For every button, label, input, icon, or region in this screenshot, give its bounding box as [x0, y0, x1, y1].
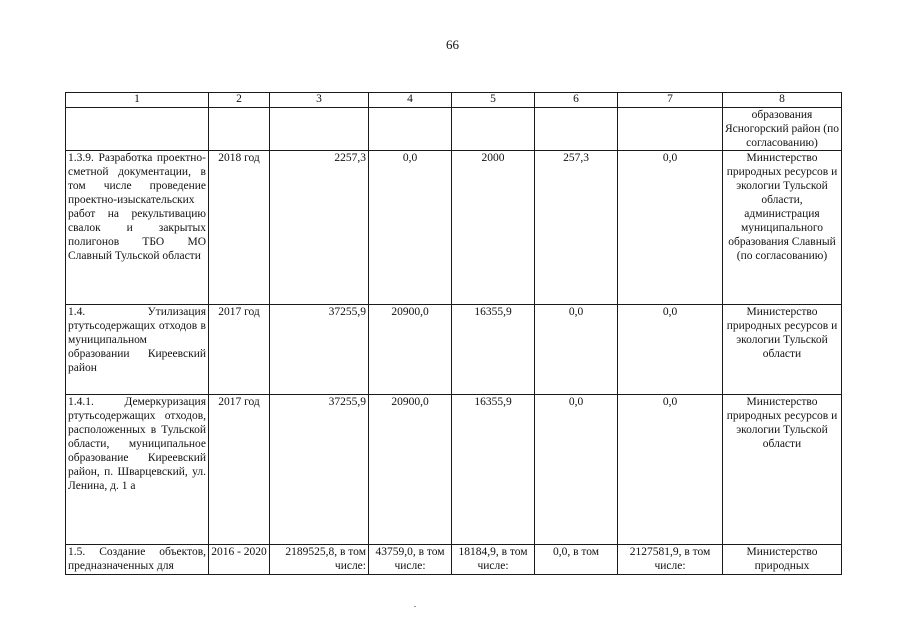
- total-cell: 37255,9: [270, 395, 369, 545]
- table-row: [66, 545, 842, 575]
- header-cell: 3: [270, 93, 369, 108]
- period-cell: 2017 год: [209, 395, 270, 545]
- federal-budget-cell: 0,0: [369, 151, 452, 305]
- federal-budget-cell: 20900,0: [369, 395, 452, 545]
- header-cell: 4: [369, 93, 452, 108]
- executor-cell: образования Ясногорский район (по согласованию): [723, 108, 842, 151]
- executor-cell: Министерство природных ресурсов и экологии Тульской области, администрация муниципального образования Славный (по согласованию): [723, 151, 842, 305]
- executor-cell: Министерство природных ресурсов и экологии Тульской области: [723, 395, 842, 545]
- header-cell: 7: [618, 93, 723, 108]
- executor-cell: Министерство природных ресурсов и экологии Тульской области: [723, 305, 842, 395]
- header-cell: 1: [66, 93, 209, 108]
- header-cell: 5: [452, 93, 535, 108]
- measure-name-cell: 1.4.1. Демеркуризация ртутьсодержащих отходов, расположенных в Тульской области, муниципальное образование Киреевский район, п. Шварцевский, ул. Ленина, д. 1 а: [66, 395, 209, 545]
- local-budget-cell: 0,0: [535, 395, 618, 545]
- total-cell: 37255,9: [270, 305, 369, 395]
- program-table: [65, 92, 842, 575]
- local-budget-cell: 0,0, в том: [535, 545, 618, 575]
- total-cell: [270, 108, 369, 151]
- federal-budget-cell: [369, 108, 452, 151]
- scan-dot: [414, 606, 416, 607]
- page-number: 66: [446, 37, 459, 52]
- table-row: [66, 108, 842, 151]
- table-header-row: [66, 93, 842, 108]
- regional-budget-cell: [452, 108, 535, 151]
- other-sources-cell: 0,0: [618, 395, 723, 545]
- measure-name-cell: 1.5. Создание объектов, предназначенных для: [66, 545, 209, 575]
- period-cell: 2018 год: [209, 151, 270, 305]
- local-budget-cell: 0,0: [535, 305, 618, 395]
- regional-budget-cell: 18184,9, в том числе:: [452, 545, 535, 575]
- other-sources-cell: [618, 108, 723, 151]
- measure-name-cell: [66, 108, 209, 151]
- federal-budget-cell: 43759,0, в том числе:: [369, 545, 452, 575]
- header-cell: 2: [209, 93, 270, 108]
- federal-budget-cell: 20900,0: [369, 305, 452, 395]
- other-sources-cell: 0,0: [618, 151, 723, 305]
- measure-name-cell: 1.4. Утилизация ртутьсодержащих отходов в муниципальном образовании Киреевский район: [66, 305, 209, 395]
- executor-cell: Министерство природных: [723, 545, 842, 575]
- local-budget-cell: 257,3: [535, 151, 618, 305]
- total-cell: 2257,3: [270, 151, 369, 305]
- regional-budget-cell: 16355,9: [452, 305, 535, 395]
- table-row: [66, 151, 842, 305]
- measure-name-cell: 1.3.9. Разработка проектно-сметной документации, в том числе проведение проектно-изыскательских работ на рекультивацию свалок и закрытых полигонов ТБО МО Славный Тульской области: [66, 151, 209, 305]
- period-cell: 2017 год: [209, 305, 270, 395]
- header-cell: 6: [535, 93, 618, 108]
- other-sources-cell: 0,0: [618, 305, 723, 395]
- period-cell: 2016 - 2020: [209, 545, 270, 575]
- regional-budget-cell: 2000: [452, 151, 535, 305]
- header-cell: 8: [723, 93, 842, 108]
- local-budget-cell: [535, 108, 618, 151]
- total-cell: 2189525,8, в том числе:: [270, 545, 369, 575]
- table-row: [66, 395, 842, 545]
- period-cell: [209, 108, 270, 151]
- other-sources-cell: 2127581,9, в том числе:: [618, 545, 723, 575]
- table-row: [66, 305, 842, 395]
- regional-budget-cell: 16355,9: [452, 395, 535, 545]
